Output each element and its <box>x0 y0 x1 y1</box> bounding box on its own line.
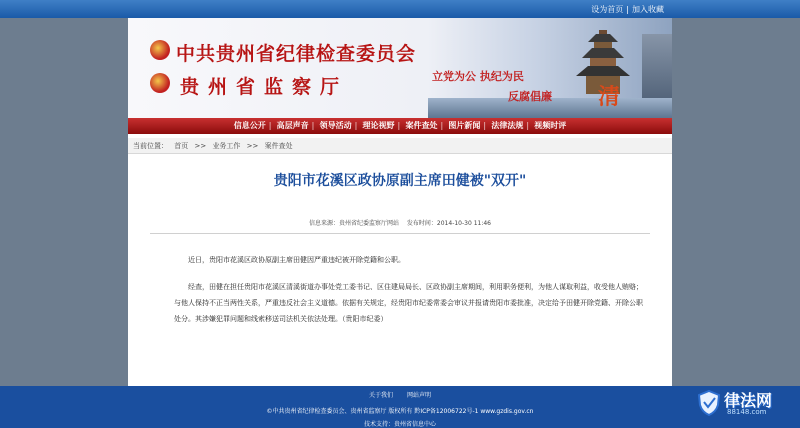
slogan-big-character: 清 <box>598 84 621 110</box>
city-towers <box>642 34 672 98</box>
footer <box>0 386 800 428</box>
nav-separator: | <box>440 121 444 130</box>
breadcrumb-current[interactable]: 案件查处 <box>264 142 293 150</box>
national-emblem-icon <box>150 73 170 93</box>
article-paragraph: 近日，贵阳市花溪区政协原副主席田健因严重违纪被开除党籍和公职。 <box>188 256 405 264</box>
top-links <box>591 4 664 15</box>
nav-item-case-investigation[interactable]: 案件查处 <box>405 121 438 130</box>
slogan-line1: 立党为公 执纪为民 <box>432 70 524 83</box>
nav-item-leadership-voice[interactable]: 高层声音 <box>276 121 309 130</box>
org-name-line1: 中共贵州省纪律检查委员会 <box>176 43 417 65</box>
breadcrumb <box>128 138 672 154</box>
set-home-link[interactable]: 设为首页 <box>591 5 624 14</box>
main-nav <box>128 118 672 134</box>
breadcrumb-section[interactable]: 业务工作 <box>212 142 241 150</box>
nav-separator: | <box>483 121 487 130</box>
nav-separator: | <box>397 121 401 130</box>
article-meta <box>128 218 672 227</box>
watermark-url: 88148.com <box>727 408 767 416</box>
nav-item-leader-activities[interactable]: 领导活动 <box>319 121 352 130</box>
nav-separator: | <box>354 121 358 130</box>
nav-separator: | <box>526 121 530 130</box>
site-statement-link[interactable]: 网站声明 <box>406 392 431 399</box>
nav-item-theory[interactable]: 理论视野 <box>362 121 395 130</box>
watermark-logo <box>694 387 794 423</box>
article-date: 发布时间：2014-10-30 11:46 <box>406 220 491 227</box>
add-favorite-link[interactable]: 加入收藏 <box>632 5 664 14</box>
slogan-line2: 反腐倡廉 <box>508 90 552 103</box>
divider <box>150 233 650 234</box>
footer-links <box>0 390 800 399</box>
nav-item-laws[interactable]: 法律法规 <box>491 121 524 130</box>
header-banner <box>128 18 672 118</box>
article-title: 贵阳市花溪区政协原副主席田健被"双开" <box>273 173 527 189</box>
breadcrumb-arrow: >> <box>246 142 259 150</box>
nav-separator: | <box>311 121 315 130</box>
breadcrumb-home[interactable]: 首页 <box>174 142 189 150</box>
top-link-separator: | <box>626 5 629 14</box>
footer-copyright: ©中共贵州省纪律检查委员会、贵州省监察厅 版权所有 黔ICP备12006722号-1 www.gzdis.gov.cn <box>266 408 534 415</box>
nav-item-info-disclosure[interactable]: 信息公开 <box>233 121 266 130</box>
top-strip <box>0 0 800 18</box>
article-source: 信息来源：贵州省纪委监察厅网站 <box>308 220 399 227</box>
footer-support: 技术支持：贵州省信息中心 <box>363 421 436 428</box>
breadcrumb-prefix: 当前位置： <box>133 142 168 150</box>
party-emblem-icon <box>150 40 170 60</box>
nav-item-photo-news[interactable]: 图片新闻 <box>448 121 481 130</box>
org-name-line2: 贵州省监察厅 <box>180 76 349 98</box>
page-container <box>128 18 672 428</box>
nav-item-video-commentary[interactable]: 视频时评 <box>534 121 567 130</box>
about-us-link[interactable]: 关于我们 <box>369 392 394 399</box>
watermark-name: 律法网 <box>724 391 773 410</box>
shield-icon <box>698 390 720 416</box>
nav-separator: | <box>268 121 272 130</box>
article-paragraph: 经查，田健在担任贵阳市花溪区清溪街道办事处党工委书记、区住建局局长、区政协副主席期间，利用职务便利，为他人谋取利益，收受他人贿赂；与他人保持不正当两性关系，严重违反社会主义道德。依据有关规定，经贵阳市纪委常委会审议并报请贵阳市委批准，决定给予田健开除党籍、开除公职处分。其涉嫌犯罪问题和线索移送司法机关依法处理。（贵阳市纪委） <box>174 283 643 323</box>
breadcrumb-arrow: >> <box>194 142 207 150</box>
